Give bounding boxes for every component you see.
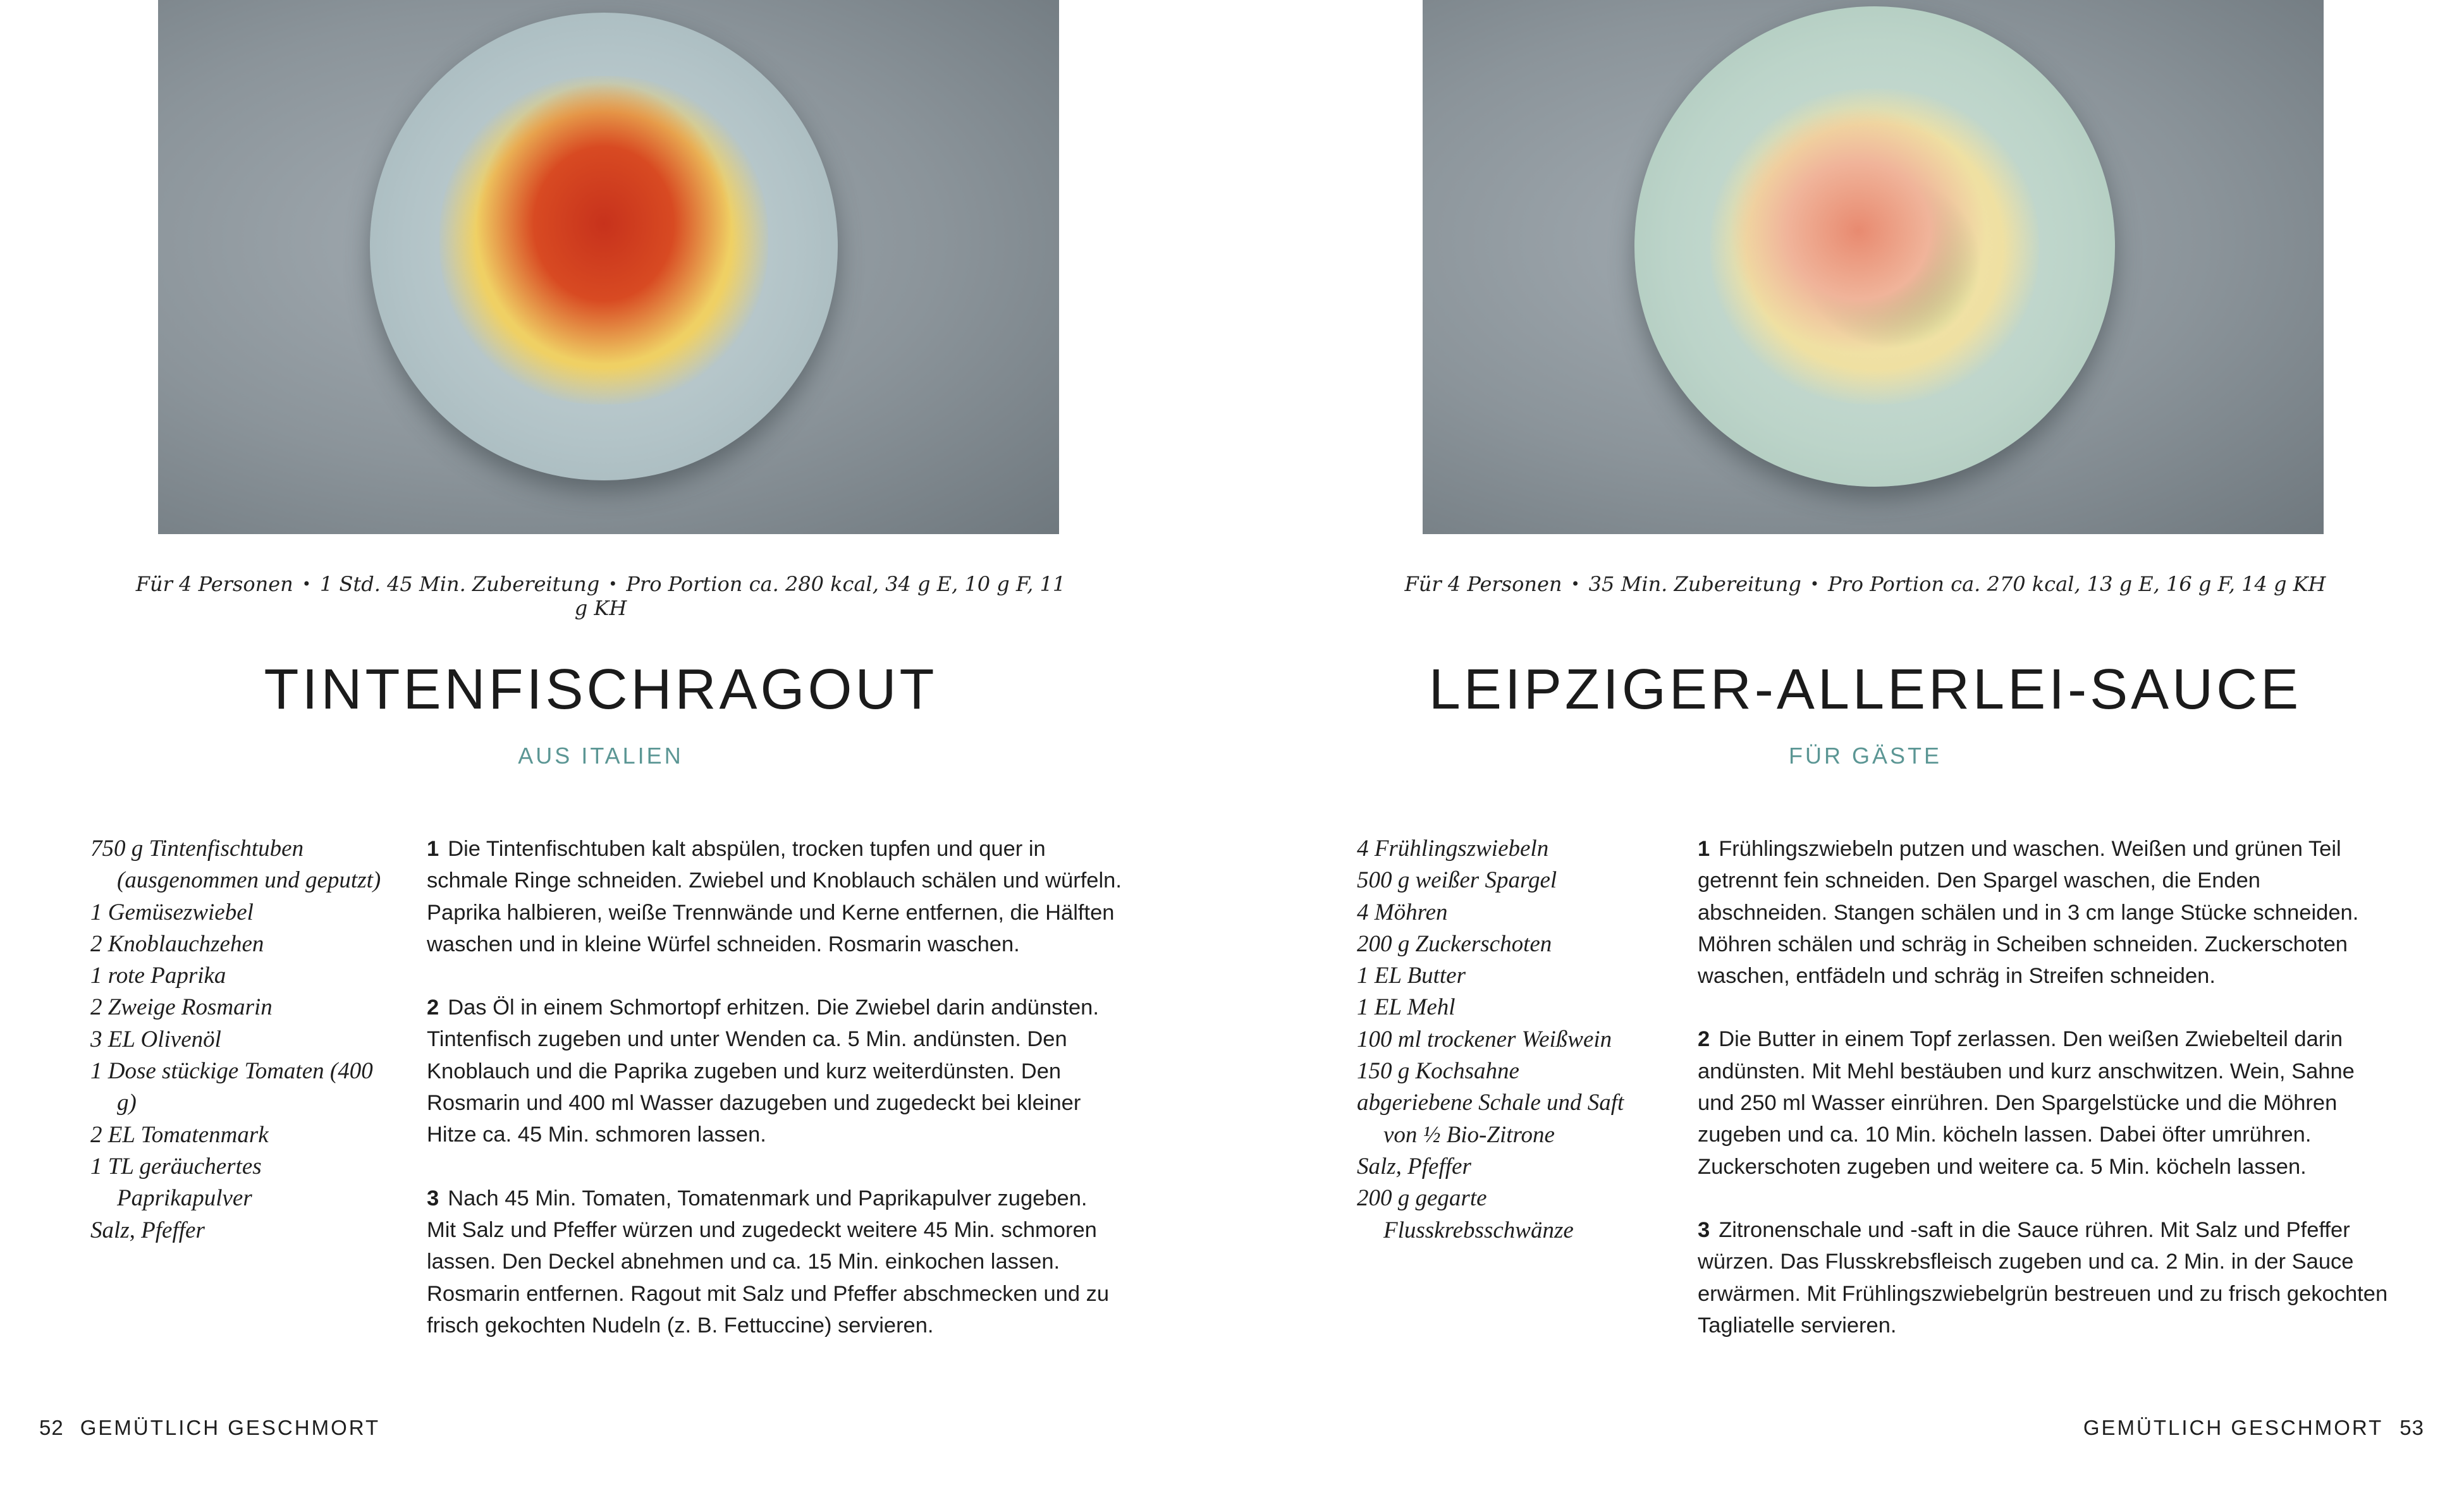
page-footer xyxy=(2083,1416,2424,1440)
ingredient-item: Salz, Pfeffer xyxy=(90,1217,205,1243)
ingredient-list xyxy=(90,833,388,1246)
right-page xyxy=(1232,0,2463,1493)
step-text: Nach 45 Min. Tomaten, Tomatenmark und Paprikapulver zugeben. Mit Salz und Pfeffer würzen und zugedeckt weitere 45 Min. schmoren lassen. Den Deckel abnehmen und ca. 15 Min. einkochen lassen. Rosmarin entfernen. Ragout mit Salz und Pfeffer abschmecken und zu frisch gekochten Nudeln (z. B. Fettuccine) servieren. xyxy=(427,1186,1110,1338)
meta-servings: Für 4 Personen xyxy=(1404,572,1562,596)
meta-servings: Für 4 Personen xyxy=(135,572,293,596)
ingredient-item: 4 Frühlingszwiebeln xyxy=(1357,836,1549,862)
bullet-icon: • xyxy=(608,575,618,593)
step-text: Zitronenschale und -saft in die Sauce rühren. Mit Salz und Pfeffer würzen. Das Flusskrebsfleisch zugeben und ca. 2 Min. in der Sauce erwärmen. Mit Frühlingszwiebelgrün bestreuen und zu frisch gekochten Tagliatelle servieren. xyxy=(1698,1217,2388,1338)
step-number: 1 xyxy=(1698,837,1710,861)
pasta-squid-illustration xyxy=(439,76,768,405)
instruction-step xyxy=(427,833,1122,960)
meta-time: 1 Std. 45 Min. Zubereitung xyxy=(319,572,600,596)
instruction-step xyxy=(1698,1214,2393,1341)
ingredient-item: 2 Zweige Rosmarin xyxy=(90,994,273,1021)
ingredient-item: 1 rote Paprika xyxy=(90,963,226,989)
instruction-step xyxy=(1698,1023,2393,1182)
ingredient-item: 150 g Kochsahne xyxy=(1357,1058,1519,1085)
recipe-meta xyxy=(1391,572,2339,596)
ingredient-item: 1 Dose stückige Tomaten (400 g) xyxy=(90,1058,373,1116)
ingredient-item: 200 g gegarte Flusskrebsschwänze xyxy=(1357,1185,1574,1243)
step-text: Das Öl in einem Schmortopf erhitzen. Die Zwiebel darin andünsten. Tintenfisch zugeben und unter Wenden ca. 5 Min. andünsten. Den Knoblauch und die Paprika zugeben und kurz weiterdünsten. Den Rosmarin und 400 ml Wasser dazugeben und zugedeckt bei kleiner Hitze ca. 45 Min. schmoren lassen. xyxy=(427,996,1099,1147)
recipe-subtitle: AUS ITALIEN xyxy=(518,743,683,769)
meta-nutrition: Pro Portion ca. 280 kcal, 34 g E, 10 g F, 11 g KH xyxy=(574,572,1066,620)
ingredient-item: Salz, Pfeffer xyxy=(1357,1153,1471,1179)
meta-nutrition: Pro Portion ca. 270 kcal, 13 g E, 16 g F, 14 g KH xyxy=(1827,572,2326,596)
ingredient-item: 750 g Tintenfischtuben (ausgenommen und geputzt) xyxy=(90,836,381,894)
bullet-icon: • xyxy=(1571,575,1580,593)
ingredient-item: 200 g Zuckerschoten xyxy=(1357,930,1552,957)
recipe-subtitle: FÜR GÄSTE xyxy=(1788,743,1942,769)
recipe-meta xyxy=(126,572,1075,620)
step-number: 3 xyxy=(427,1186,439,1210)
section-title: GEMÜTLICH GESCHMORT xyxy=(80,1416,381,1439)
ingredient-item: 1 EL Mehl xyxy=(1357,994,1456,1021)
step-number: 1 xyxy=(427,837,439,861)
bullet-icon: • xyxy=(302,575,311,593)
ingredient-item: 1 EL Butter xyxy=(1357,963,1466,989)
instruction-step xyxy=(1698,833,2393,992)
ingredient-item: 2 Knoblauchzehen xyxy=(90,930,264,957)
plate-illustration xyxy=(370,13,838,480)
page-footer xyxy=(39,1416,380,1440)
recipe-photo-leipziger-allerlei xyxy=(1423,0,2324,534)
ingredient-item: 500 g weißer Spargel xyxy=(1357,867,1557,894)
step-number: 3 xyxy=(1698,1217,1710,1242)
section-title: GEMÜTLICH GESCHMORT xyxy=(2083,1416,2384,1439)
meta-time: 35 Min. Zubereitung xyxy=(1588,572,1801,596)
instruction-steps xyxy=(1698,833,2393,1373)
ingredient-item: abgeriebene Schale und Saft von ½ Bio-Zitrone xyxy=(1357,1090,1624,1148)
bullet-icon: • xyxy=(1810,575,1819,593)
page-number: 53 xyxy=(2400,1416,2424,1439)
ingredient-item: 1 TL geräuchertes Paprikapulver xyxy=(90,1153,262,1212)
step-text: Die Butter in einem Topf zerlassen. Den weißen Zwiebelteil darin andünsten. Mit Mehl bestäuben und kurz anschwitzen. Wein, Sahne und 250 ml Wasser einrühren. Den Spargelstücke und die Möhren zugeben und ca. 10 Min. köcheln lassen. Dabei öfter umrühren. Zuckerschoten zugeben und weitere ca. 5 Min. köcheln lassen. xyxy=(1698,1027,2355,1179)
ingredient-item: 4 Möhren xyxy=(1357,899,1448,925)
recipe-photo-tintenfischragout xyxy=(158,0,1059,534)
plate-illustration xyxy=(1634,6,2115,487)
ingredient-item: 2 EL Tomatenmark xyxy=(90,1121,269,1148)
pasta-crayfish-illustration xyxy=(1710,88,2039,405)
step-number: 2 xyxy=(1698,1027,1710,1052)
step-text: Die Tintenfischtuben kalt abspülen, trocken tupfen und quer in schmale Ringe schneiden. Zwiebel und Knoblauch schälen und würfeln. Paprika halbieren, weiße Trennwände und Kerne entfernen, die Hälften waschen und in kleine Würfel schneiden. Rosmarin waschen. xyxy=(427,837,1122,956)
page-number: 52 xyxy=(39,1416,64,1439)
ingredient-list xyxy=(1357,833,1654,1246)
instruction-step xyxy=(427,992,1122,1150)
instruction-steps xyxy=(427,833,1122,1373)
step-number: 2 xyxy=(427,996,439,1020)
instruction-step xyxy=(427,1183,1122,1341)
ingredient-item: 100 ml trockener Weißwein xyxy=(1357,1026,1612,1052)
ingredient-item: 3 EL Olivenöl xyxy=(90,1026,221,1052)
step-text: Frühlingszwiebeln putzen und waschen. Weißen und grünen Teil getrennt fein schneiden. Den Spargel waschen, die Enden abschneiden. Stangen schälen und in 3 cm lange Stücke schneiden. Möhren schälen und schräg in Scheiben schneiden. Zuckerschoten waschen, entfädeln und schräg in Streifen schneiden. xyxy=(1698,837,2359,989)
recipe-title: LEIPZIGER-ALLERLEI-SAUCE xyxy=(1428,658,2302,721)
ingredient-item: 1 Gemüsezwiebel xyxy=(90,899,254,925)
recipe-title: TINTENFISCHRAGOUT xyxy=(264,658,938,721)
